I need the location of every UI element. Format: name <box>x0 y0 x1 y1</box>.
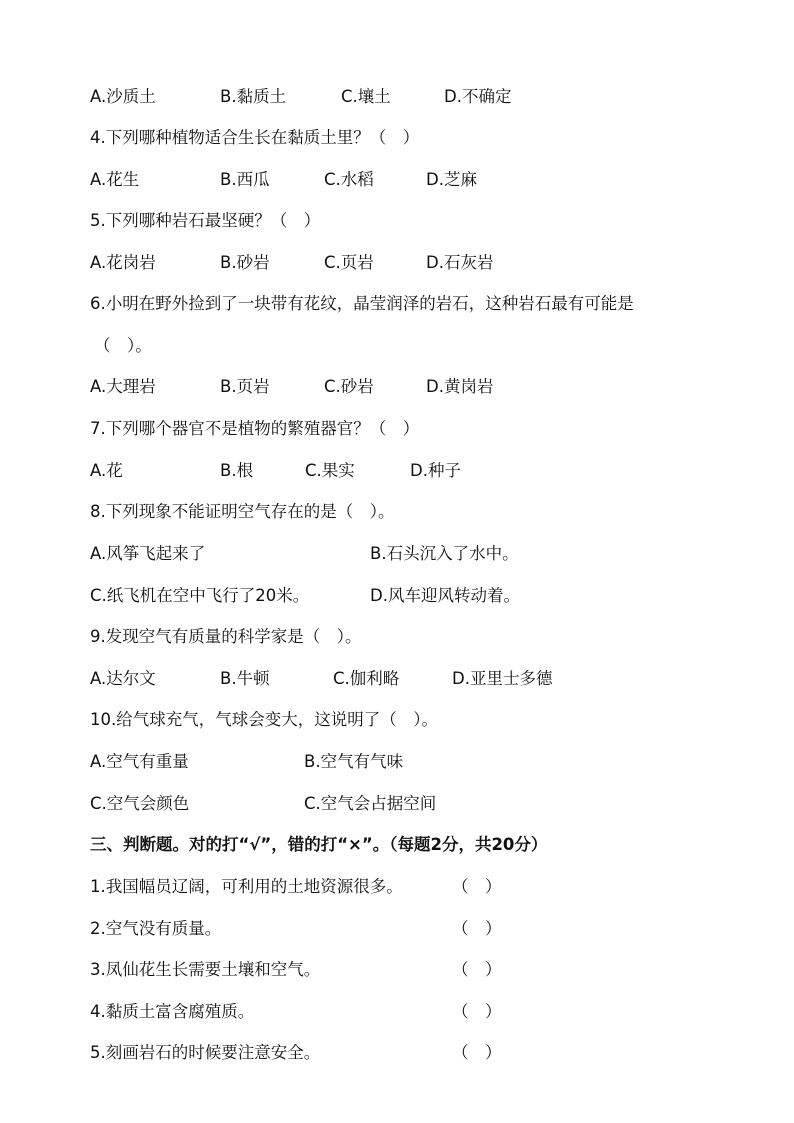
q5-option-d: D.石灰岩 <box>426 253 494 272</box>
q8-question: 8.下列现象不能证明空气存在的是（ ）。 <box>90 502 395 521</box>
judge-item-5-text: 5.刻画岩石的时候要注意安全。 <box>90 1043 321 1062</box>
q3-option-c: C.壤土 <box>341 87 391 106</box>
q3-option-d: D.不确定 <box>444 87 512 106</box>
judge-item-4-paren: （ ） <box>452 1002 502 1021</box>
q4-option-d: D.芝麻 <box>426 170 477 189</box>
q8-option-b: B.石头沉入了水中。 <box>370 544 519 563</box>
judge-item-2 <box>90 917 502 941</box>
q7-question: 7.下列哪个器官不是植物的繁殖器官？（ ） <box>90 419 420 438</box>
q7-option-d: D.种子 <box>410 461 461 480</box>
q4-option-a: A.花生 <box>90 170 140 189</box>
judge-item-4 <box>90 1000 502 1024</box>
q5-option-c: C.页岩 <box>324 253 374 272</box>
q7-option-b: B.根 <box>220 461 254 480</box>
q3-option-b: B.黏质土 <box>220 87 287 106</box>
judge-item-5-paren: （ ） <box>452 1043 502 1062</box>
q10-question: 10.给气球充气，气球会变大，这说明了（ ）。 <box>90 710 438 729</box>
judge-item-3-paren: （ ） <box>452 960 502 979</box>
q10-option-b: B.空气有气味 <box>304 752 404 771</box>
q4-option-c: C.水稻 <box>324 170 374 189</box>
section3-heading: 三、判断题。对的打“√”，错的打“×”。（每题2分，共20分） <box>90 835 548 854</box>
q8-option-a: A.风筝飞起来了 <box>90 544 206 563</box>
q6-question-line2: （ ）。 <box>94 336 152 355</box>
q9-option-a: A.达尔文 <box>90 669 156 688</box>
q6-option-d: D.黄岗岩 <box>426 377 494 396</box>
q8-option-c: C.纸飞机在空中飞行了20米。 <box>90 586 310 605</box>
q4-question: 4.下列哪种植物适合生长在黏质土里？（ ） <box>90 128 420 147</box>
judge-item-3-text: 3.凤仙花生长需要土壤和空气。 <box>90 960 321 979</box>
judge-item-3 <box>90 958 502 982</box>
q6-option-b: B.页岩 <box>220 377 270 396</box>
q5-question: 5.下列哪种岩石最坚硬？（ ） <box>90 211 321 230</box>
q6-option-a: A.大理岩 <box>90 377 156 396</box>
q7-option-a: A.花 <box>90 461 123 480</box>
q4-option-b: B.西瓜 <box>220 170 270 189</box>
q8-option-d: D.风车迎风转动着。 <box>370 586 520 605</box>
judge-item-2-paren: （ ） <box>452 919 502 938</box>
judge-item-5 <box>90 1041 502 1065</box>
q6-question-line1: 6.小明在野外捡到了一块带有花纹，晶莹润泽的岩石，这种岩石最有可能是 <box>90 294 634 313</box>
q9-option-c: C.伽利略 <box>333 669 400 688</box>
q10-option-a: A.空气有重量 <box>90 752 189 771</box>
q6-option-c: C.砂岩 <box>324 377 374 396</box>
q10-option-c1: C.空气会颜色 <box>90 794 190 813</box>
q9-question: 9.发现空气有质量的科学家是（ ）。 <box>90 627 362 646</box>
judge-item-2-text: 2.空气没有质量。 <box>90 919 222 938</box>
q5-option-a: A.花岗岩 <box>90 253 156 272</box>
judge-item-1 <box>90 875 502 899</box>
judge-item-1-paren: （ ） <box>452 877 502 896</box>
judge-item-1-text: 1.我国幅员辽阔，可利用的土地资源很多。 <box>90 877 403 896</box>
q9-option-d: D.亚里士多德 <box>452 669 553 688</box>
judge-item-4-text: 4.黏质土富含腐殖质。 <box>90 1002 255 1021</box>
q7-option-c: C.果实 <box>305 461 355 480</box>
q3-option-a: A.沙质土 <box>90 87 156 106</box>
q5-option-b: B.砂岩 <box>220 253 270 272</box>
q10-option-c2: C.空气会占据空间 <box>304 794 437 813</box>
q9-option-b: B.牛顿 <box>220 669 270 688</box>
